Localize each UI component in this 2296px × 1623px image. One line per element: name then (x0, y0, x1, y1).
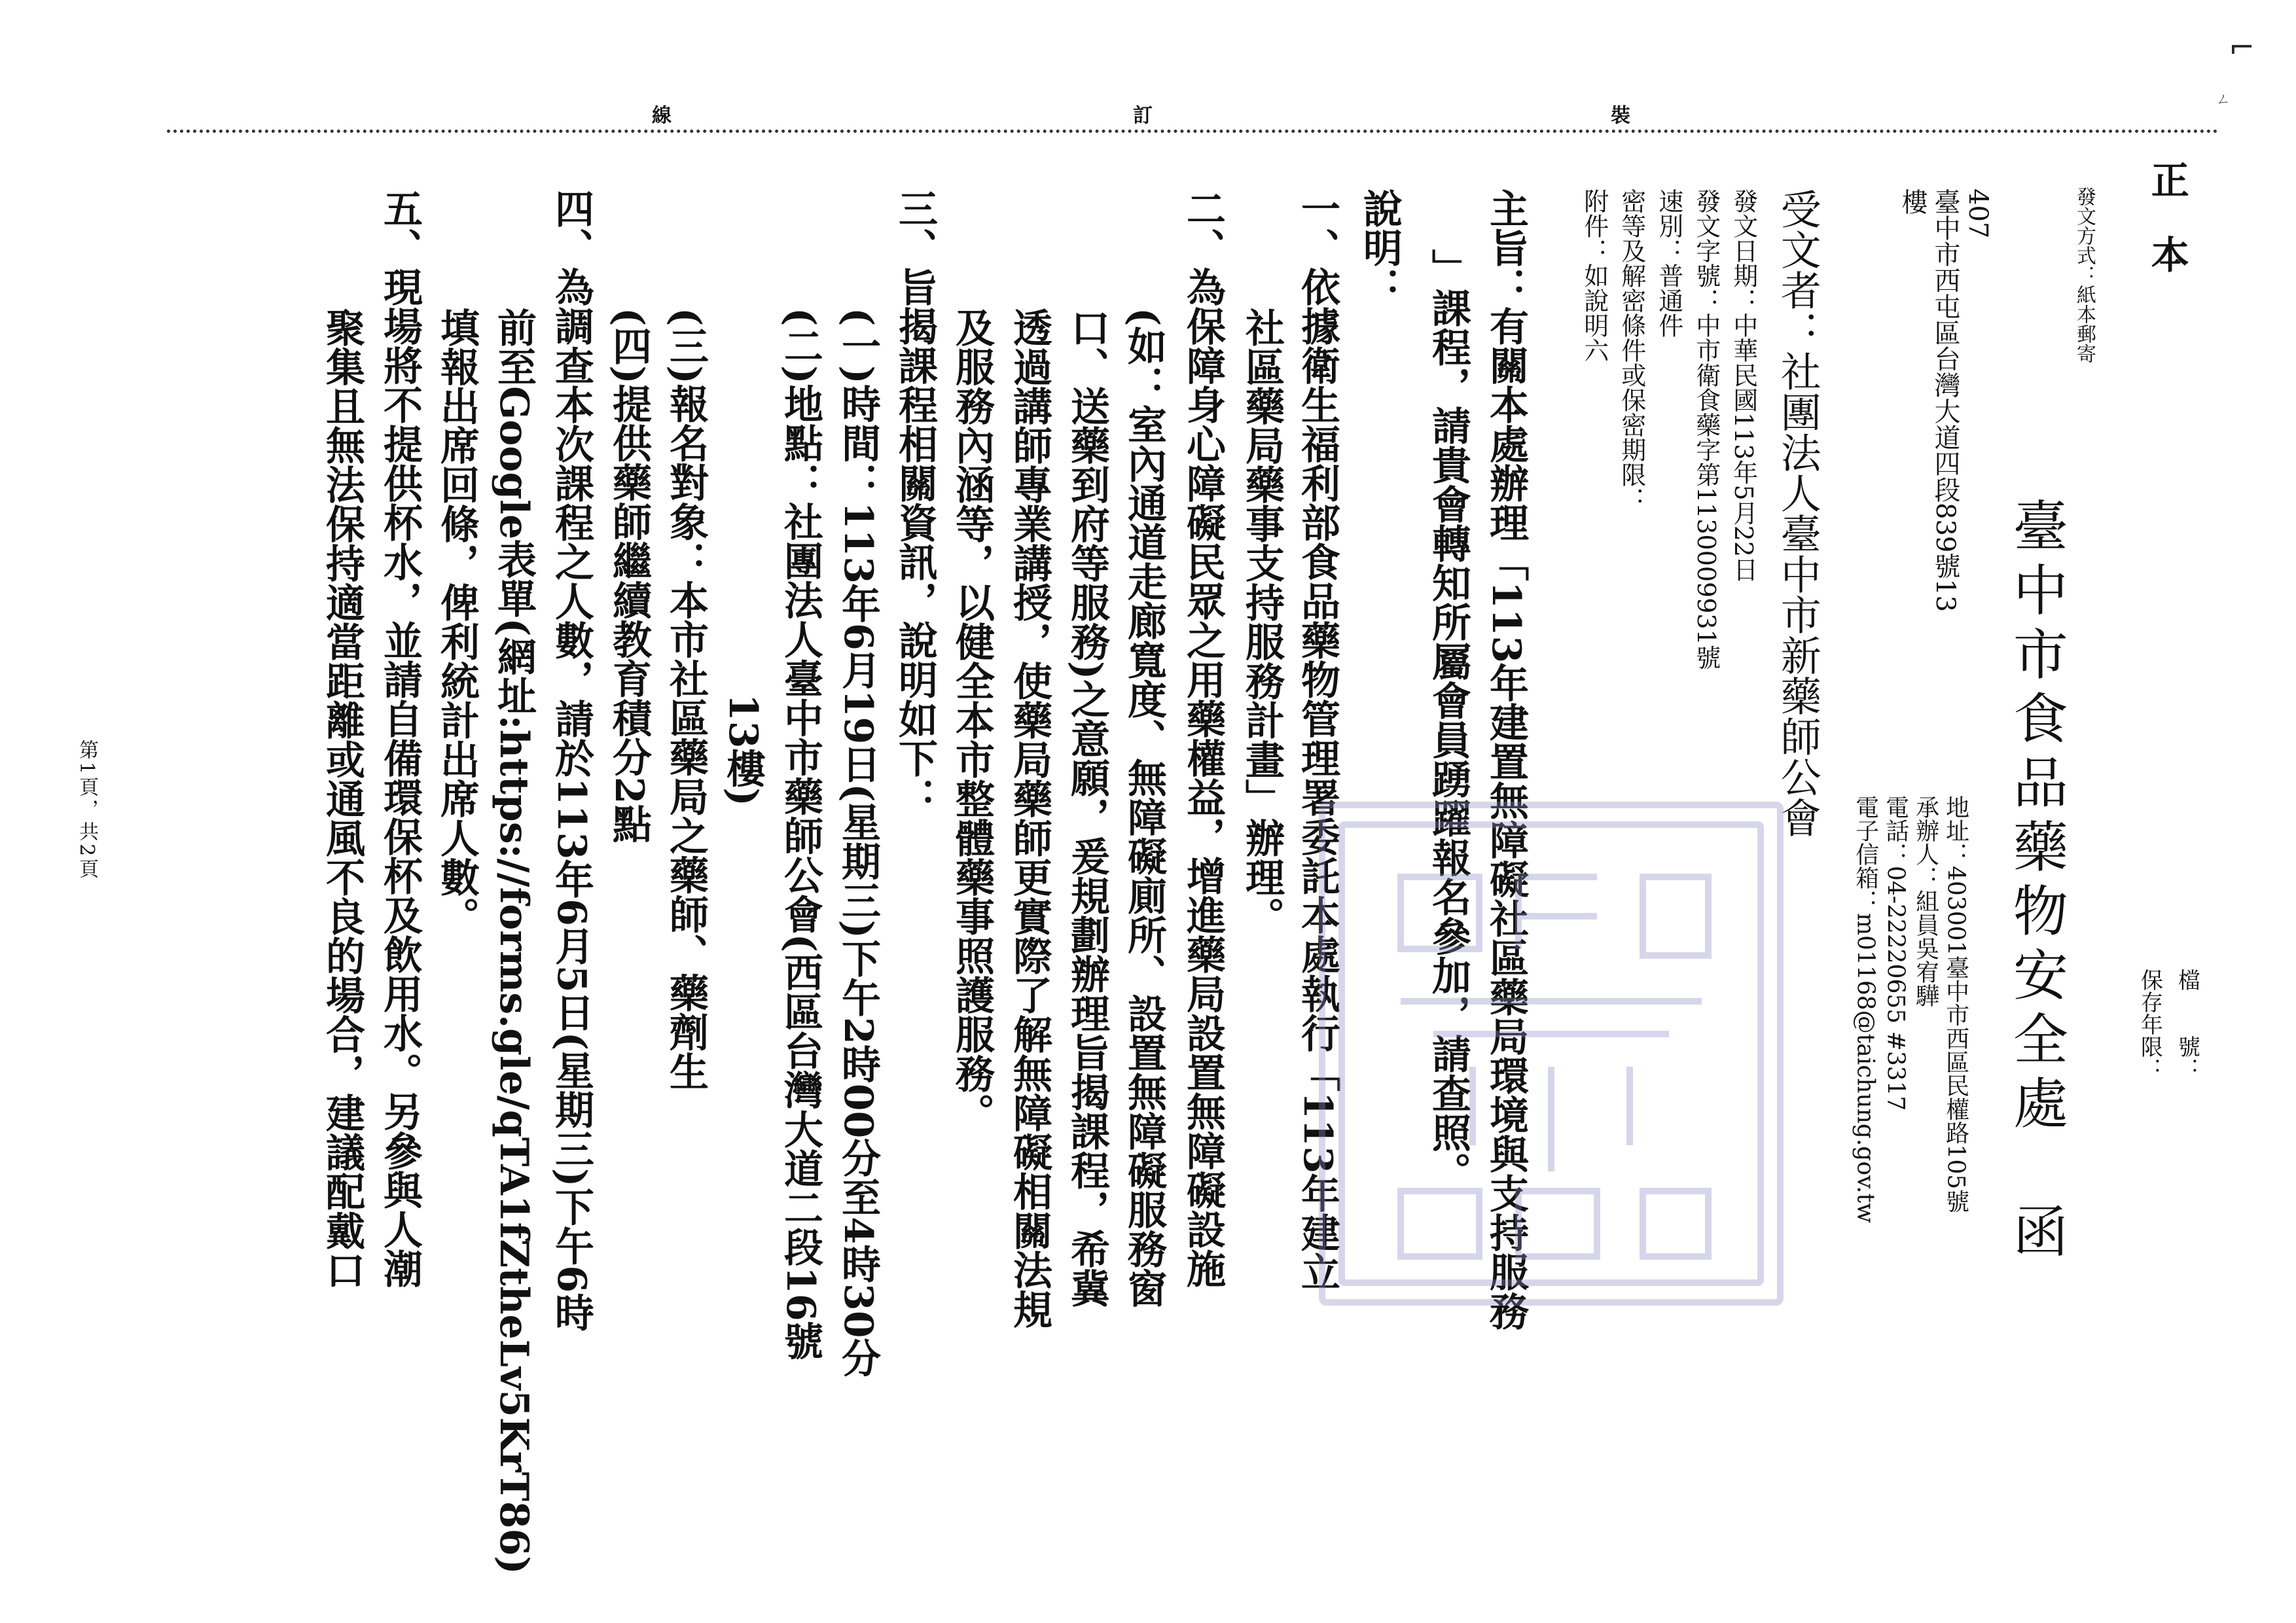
doc-secret: 密等及解密條件或保密期限： (1617, 188, 1646, 512)
official-seal-icon (1302, 785, 1800, 1322)
doc-attachment: 附件：如說明六 (1579, 188, 1609, 363)
item-3-heading: 三、旨揭課程相關資訊，說明如下： (892, 188, 938, 817)
contact-phone: 電話：04-22220655 #3317 (1882, 795, 1909, 1111)
contact-address: 地址：403001臺中市西區民權路105號 (1942, 795, 1969, 1213)
contact-email: 電子信箱：m01168@taichung.gov.tw (1852, 795, 1879, 1223)
subject-line-1: 主旨：有關本處辦理「113年建置無障礙社區藥局環境與支持服務 (1483, 188, 1529, 1331)
small-mark: ㄥ (2216, 92, 2231, 108)
original-copy-label: 正 本 (2144, 160, 2189, 285)
recipient: 受文者：社團法人臺中市新藥師公會 (1774, 188, 1822, 838)
recipient-zip: 407 (1963, 188, 1993, 239)
binding-line (167, 130, 2219, 133)
item-3-3: (三)報名對象：本市社區藥局之藥師、藥劑生 (663, 308, 709, 1091)
item-1-line-2: 社區藥局藥事支持服務計畫」辦理。 (1239, 308, 1285, 936)
binding-mark-ding: 訂 (1129, 105, 1152, 124)
item-2-line-2: (如：室內通道走廊寬度、無障礙廁所、設置無障礙服務窗 (1121, 308, 1167, 1308)
recipient-floor: 樓 (1897, 188, 1928, 215)
item-4-line-2: 前至Google表單(網址:https://forms.gle/qTA1fZtheLv5KrT86) (491, 308, 537, 1575)
item-4-line-1: 四、為調查本次課程之人數，請於113年6月5日(星期三)下午6時 (548, 188, 594, 1332)
item-4-line-3: 填報出席回條，俾利統計出席人數。 (434, 308, 480, 936)
item-2-line-4: 透過講師專業講授，使藥局藥師更實際了解無障礙相關法規 (1007, 308, 1052, 1329)
file-number: 檔 號： (2174, 969, 2200, 1080)
doc-date: 發文日期：中華民國113年5月22日 (1729, 188, 1758, 582)
item-2-line-1: 二、為保障身心障礙民眾之用藥權益，增進藥局設置無障礙設施 (1180, 188, 1226, 1288)
item-2-line-5: 及服務內涵等，以健全本市整體藥事照護服務。 (949, 308, 995, 1132)
item-3-2-line-1: (二)地點：社團法人臺中市藥師公會(西區台灣大道二段16號 (778, 308, 823, 1361)
item-3-1: (一)時間：113年6月19日(星期三)下午2時00分至4時30分 (835, 308, 881, 1378)
send-method: 發文方式：紙本郵寄 (2073, 187, 2096, 363)
binding-mark-xian: 線 (648, 105, 671, 124)
item-5-line-2: 聚集且無法保持適當距離或通風不良的場合，建議配戴口 (319, 308, 365, 1289)
doc-number: 發文字號：中市衛食藥字第1130009931號 (1691, 188, 1721, 670)
fold-mark: ⌐ (2229, 29, 2255, 66)
item-2-line-3: 口、送藥到府等服務)之意願，爰規劃辦理旨揭課程，希冀 (1064, 308, 1110, 1308)
item-3-2-line-2: 13樓) (720, 694, 766, 806)
agency-title: 臺中市食品藥物安全處 函 (2004, 497, 2069, 1267)
contact-handler: 承辦人：組員吳宥驊 (1912, 795, 1939, 1007)
item-5-line-1: 五、現場將不提供杯水，並請自備環保杯及飲用水。另參與人潮 (377, 188, 423, 1288)
item-1-line-1: 一、依據衛生福利部食品藥物管理署委託本處執行「113年建立 (1295, 188, 1340, 1292)
item-3-4: (四)提供藥師繼續教育積分2點 (606, 308, 652, 844)
retention-period: 保存年限： (2136, 969, 2163, 1080)
recipient-street: 臺中市西屯區台灣大道四段839號13 (1930, 188, 1960, 613)
subject-line-2: 」課程，請貴會轉知所屬會員踴躍報名參加，請查照。 (1426, 249, 1471, 1191)
binding-mark-zhuang: 裝 (1607, 105, 1630, 124)
page-number: 第1頁，共2頁 (75, 740, 98, 882)
doc-speed: 速別：普通件 (1654, 188, 1683, 338)
explain-label: 說明： (1357, 188, 1403, 306)
